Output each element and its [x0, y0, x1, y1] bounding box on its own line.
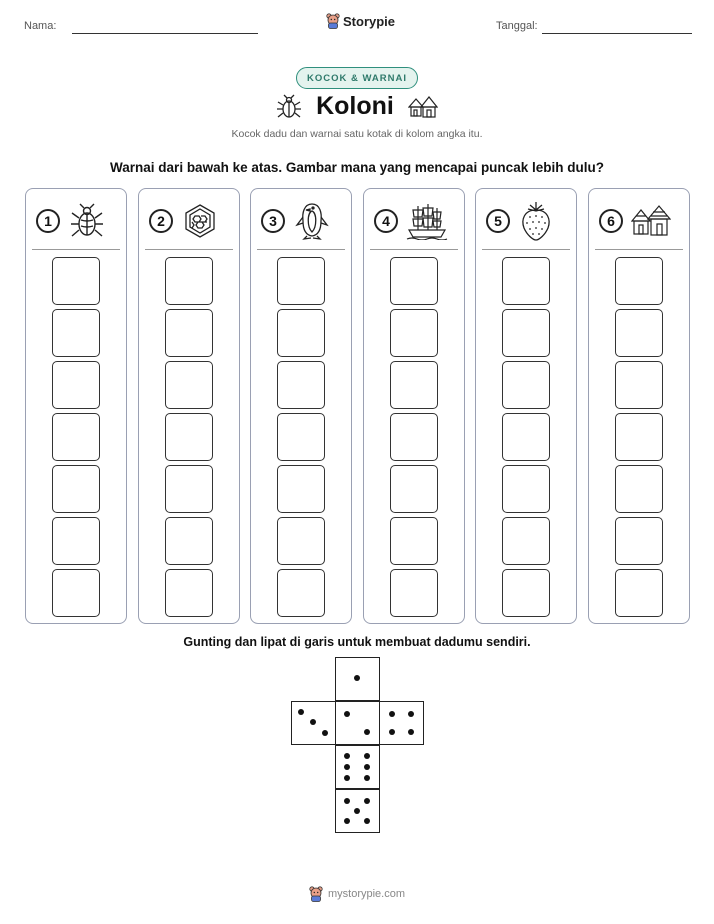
color-box[interactable]: [277, 569, 325, 617]
die-pip: [364, 818, 370, 824]
color-box[interactable]: [165, 413, 213, 461]
color-box[interactable]: [390, 309, 438, 357]
column-divider: [32, 249, 120, 250]
color-box[interactable]: [165, 309, 213, 357]
title-row: [0, 92, 714, 121]
color-box[interactable]: [502, 257, 550, 305]
footer: [0, 886, 714, 902]
die-face-1: [335, 657, 380, 701]
color-box[interactable]: [277, 517, 325, 565]
color-box[interactable]: [52, 257, 100, 305]
color-box[interactable]: [390, 413, 438, 461]
column-1: [25, 188, 127, 624]
column-number: 4: [374, 209, 398, 233]
die-pip: [344, 798, 350, 804]
column-header: [486, 201, 570, 241]
color-box[interactable]: [277, 465, 325, 513]
die-pip: [344, 818, 350, 824]
date-line[interactable]: [542, 33, 692, 34]
penguin-icon: [293, 201, 331, 241]
die-pip: [364, 729, 370, 735]
column-divider: [257, 249, 345, 250]
color-box[interactable]: [52, 517, 100, 565]
die-pip: [322, 730, 328, 736]
subtitle: Kocok dadu dan warnai satu kotak di kolom angka itu.: [231, 128, 483, 140]
brand-logo: [326, 13, 395, 29]
instruction: Warnai dari bawah ke atas. Gambar mana yang mencapai puncak lebih dulu?: [110, 160, 604, 175]
huts-icon: [631, 204, 671, 238]
column-number: 3: [261, 209, 285, 233]
die-pip: [354, 808, 360, 814]
brand-name: Storypie: [343, 13, 396, 29]
column-divider: [595, 249, 683, 250]
column-2: [138, 188, 240, 624]
beetle-icon: [276, 94, 302, 120]
column-number: 1: [36, 209, 60, 233]
color-box[interactable]: [502, 465, 550, 513]
color-box[interactable]: [615, 569, 663, 617]
color-box[interactable]: [502, 517, 550, 565]
column-header: [261, 201, 345, 241]
name-line[interactable]: [72, 33, 258, 34]
strawberry-icon: [518, 200, 554, 242]
die-pip: [310, 719, 316, 725]
die-face-2: [335, 701, 380, 745]
column-4: [363, 188, 465, 624]
die-face-6: [335, 745, 380, 789]
die-pip: [364, 798, 370, 804]
name-label: Nama:: [24, 20, 57, 32]
huts-icon: [408, 95, 438, 119]
color-box[interactable]: [277, 413, 325, 461]
color-box[interactable]: [52, 465, 100, 513]
color-box[interactable]: [390, 569, 438, 617]
die-pip: [364, 775, 370, 781]
die-pip: [389, 729, 395, 735]
die-pip: [364, 764, 370, 770]
color-box[interactable]: [165, 361, 213, 409]
column-header: [599, 201, 683, 241]
column-number: 5: [486, 209, 510, 233]
die-face-5: [335, 789, 380, 833]
color-box[interactable]: [615, 413, 663, 461]
die-pip: [389, 711, 395, 717]
color-box[interactable]: [502, 361, 550, 409]
column-number: 6: [599, 209, 623, 233]
column-divider: [145, 249, 233, 250]
column-6: [588, 188, 690, 624]
bear-icon: [326, 13, 340, 29]
date-label: Tanggal:: [496, 20, 538, 32]
color-box[interactable]: [390, 257, 438, 305]
color-box[interactable]: [615, 517, 663, 565]
color-box[interactable]: [615, 257, 663, 305]
column-number: 2: [149, 209, 173, 233]
column-5: [475, 188, 577, 624]
color-box[interactable]: [277, 361, 325, 409]
die-face-3: [291, 701, 336, 745]
color-box[interactable]: [165, 517, 213, 565]
color-box[interactable]: [502, 309, 550, 357]
bear-icon: [309, 886, 323, 902]
die-pip: [344, 753, 350, 759]
die-pip: [344, 775, 350, 781]
column-3: [250, 188, 352, 624]
ship-icon: [406, 202, 448, 240]
die-pip: [354, 675, 360, 681]
color-box[interactable]: [165, 569, 213, 617]
die-pip: [408, 729, 414, 735]
column-header: [36, 201, 120, 241]
color-box[interactable]: [52, 569, 100, 617]
color-box[interactable]: [390, 465, 438, 513]
color-box[interactable]: [277, 257, 325, 305]
color-box[interactable]: [52, 413, 100, 461]
die-face-4: [379, 701, 424, 745]
cut-instruction: Gunting dan lipat di garis untuk membuat dadumu sendiri.: [183, 635, 531, 649]
beetle-icon: [68, 202, 106, 240]
die-pip: [364, 753, 370, 759]
color-box[interactable]: [390, 361, 438, 409]
color-box[interactable]: [165, 465, 213, 513]
color-box[interactable]: [52, 309, 100, 357]
color-box[interactable]: [615, 465, 663, 513]
die-pip: [408, 711, 414, 717]
die-pip: [298, 709, 304, 715]
color-box[interactable]: [615, 309, 663, 357]
color-box[interactable]: [277, 309, 325, 357]
column-header: [374, 201, 458, 241]
color-box[interactable]: [52, 361, 100, 409]
column-divider: [482, 249, 570, 250]
column-divider: [370, 249, 458, 250]
footer-url[interactable]: mystorypie.com: [327, 888, 406, 900]
die-pip: [344, 711, 350, 717]
color-box[interactable]: [390, 517, 438, 565]
activity-badge: KOCOK & WARNAI: [296, 67, 418, 89]
color-box[interactable]: [502, 569, 550, 617]
column-header: [149, 201, 233, 241]
page-title: Koloni: [316, 92, 394, 120]
die-pip: [344, 764, 350, 770]
color-box[interactable]: [165, 257, 213, 305]
color-box[interactable]: [615, 361, 663, 409]
color-box[interactable]: [502, 413, 550, 461]
honeycomb-icon: [181, 202, 219, 240]
